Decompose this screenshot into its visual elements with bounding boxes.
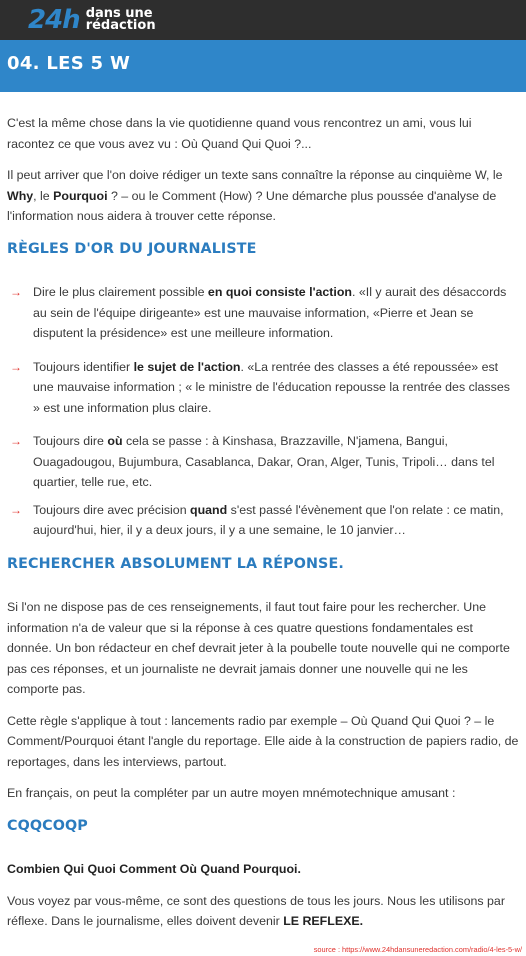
rule-text-a: Dire le plus clairement possible xyxy=(33,285,208,299)
rule-text xyxy=(33,282,519,344)
section-heading-rechercher: RECHERCHER ABSOLUMENT LA RÉPONSE. xyxy=(7,555,344,572)
article-content xyxy=(7,113,519,943)
source-link[interactable]: source : https://www.24hdansuneredaction.com/radio/4-les-5-w/ xyxy=(313,945,522,954)
site-logo[interactable] xyxy=(28,5,156,35)
rule-text-b: s'est passé l'évènement que l'on relate : ce matin, aujourd'hui, hier, il y a deux jours, il y a une semaine, le 10 janvier… xyxy=(33,502,504,537)
rule-keyword: où xyxy=(107,434,123,448)
intro-text-b: , le xyxy=(33,188,54,203)
rule-item xyxy=(7,282,519,344)
rule-text-b: . «Il y aurait des désaccords au sein de l'équipe dirigeante» est une mauvaise information, «Pierre et Jean se disputent la présidence» est une meilleure information. xyxy=(33,285,507,340)
cqqcoqp-bold-line: Combien Qui Quoi Comment Où Quand Pourquoi. xyxy=(7,862,301,876)
arrow-right-icon: → xyxy=(10,434,22,448)
section-heading-cqqcoqp: CQQCOQP xyxy=(7,817,88,834)
intro-paragraph-2 xyxy=(7,165,519,227)
rule-keyword: en quoi consiste l'action xyxy=(207,285,353,299)
rule-text xyxy=(33,357,519,419)
intro-paragraph-1: C'est la même chose dans la vie quotidienne quand vous rencontrez un ami, vous lui racontez ce que vous avez vu : Où Quand Qui Quoi ?... xyxy=(7,116,472,151)
rule-item xyxy=(7,357,519,419)
title-banner xyxy=(0,40,526,92)
top-bar xyxy=(0,0,526,40)
intro-text-a: Il peut arriver que l'on doive rédiger un texte sans connaître la réponse au cinquième W, le xyxy=(7,168,503,182)
rule-keyword: quand xyxy=(190,502,228,517)
intro-why: Why xyxy=(7,188,34,203)
rule-text-b: cela se passe : à Kinshasa, Brazzaville, N'jamena, Bangui, Ouagadougou, Bujumbura, Casablanca, Dakar, Oran, Alger, Tunis, Tripoli… dans tel quartier, telle rue, etc. xyxy=(33,434,495,489)
logo-text xyxy=(86,8,156,32)
cqqcoqp-expansion xyxy=(7,859,519,880)
rule-item xyxy=(7,431,519,493)
rule-text-a: Toujours identifier xyxy=(33,359,134,374)
section-heading-regles: RÈGLES D'OR DU JOURNALISTE xyxy=(7,240,257,257)
arrow-right-icon: → xyxy=(10,359,22,374)
rule-text-b: . «La rentrée des classes a été repoussée» est une mauvaise information ; « le ministre de l'éducation repousse la rentrée des classes » est une information plus claire. xyxy=(33,359,510,415)
rule-text-a: Toujours dire xyxy=(33,434,108,448)
logo-line-2: rédaction xyxy=(85,18,156,33)
logo-line-1: dans une xyxy=(85,6,153,21)
closing-text: Vous voyez par vous-même, ce sont des questions de tous les jours. Nous les utilisons par réflexe. Dans le journalisme, elles doivent devenir xyxy=(7,893,505,928)
rule-item xyxy=(7,500,519,541)
rule-text xyxy=(33,431,519,493)
intro-text-c: ? – ou le Comment (How) ? Une démarche plus poussée d'analyse de l'information nous aidera à trouver cette réponse. xyxy=(7,188,497,223)
arrow-right-icon: → xyxy=(10,502,22,517)
logo-24h: 24h xyxy=(28,5,80,35)
section2-paragraph-2: Cette règle s'applique à tout : lancements radio par exemple – Où Quand Qui Quoi ? – le Comment/Pourquoi étant l'angle du reportage. Elle aide à la construction de papiers radio, de reportages, dans les interviews, partout. xyxy=(7,713,519,769)
section2-paragraph-1: Si l'on ne dispose pas de ces renseignements, il faut tout faire pour les rechercher. Une information n'a de valeur que si la réponse à ces quatre questions fondamentales est donnée. Un bon rédacteur en chef devrait jeter à la poubelle toute nouvelle qui ne comporte pas ces réponses, et un journaliste ne devrait jamais donner une nouvelle qui ne les comporte pas. xyxy=(7,600,510,696)
closing-paragraph xyxy=(7,891,519,932)
page-title: 04. LES 5 W xyxy=(7,53,131,74)
rule-keyword: le sujet de l'action xyxy=(133,359,241,374)
section2-paragraph-3: En français, on peut la compléter par un autre moyen mnémotechnique amusant : xyxy=(7,786,456,800)
closing-bold: LE REFLEXE. xyxy=(283,914,364,928)
arrow-right-icon: → xyxy=(10,285,22,299)
rule-text-a: Toujours dire avec précision xyxy=(33,502,191,517)
intro-pourquoi: Pourquoi xyxy=(53,188,108,203)
rule-text xyxy=(33,500,519,541)
